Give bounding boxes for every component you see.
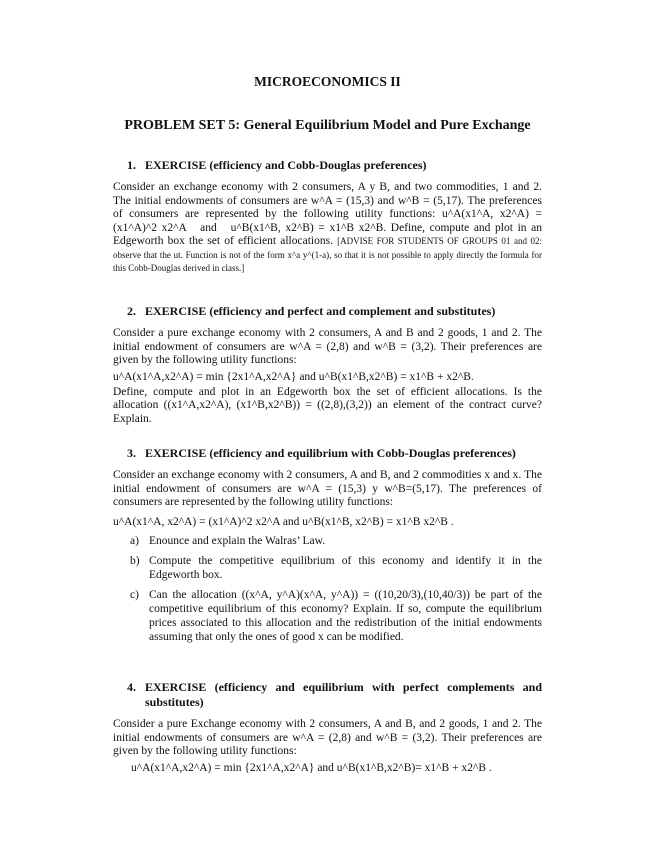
exercise-3-item-c: c) Can the allocation ((x^A, y^A)(x^A, y^A)) = ((10,20/3),(10,40/3)) be part of the competitive equilibrium of this economy? Explain. If so, compute the equilibrium prices associated to this allocation and the redistribution of the initial endowments assuming that only the ones of good x can be modified. [130,588,543,643]
exercise-4-heading: 4. EXERCISE (efficiency and equilibrium with perfect complements and substitutes) [127,680,542,709]
exercise-3-utility: u^A(x1^A, x2^A) = (x1^A)^2 x2^A and u^B(x1^B, x2^B) = x1^B x2^B . [113,515,454,528]
ex1-and: and [200,221,217,234]
ex1-utility-a: u^A(x1^A, x2^A) = (x1^A)^2 x2^A [113,208,543,234]
exercise-4-utility: u^A(x1^A,x2^A) = min {2x1^A,x2^A} and u^B(x1^B,x2^B)= x1^B + x2^B . [131,761,492,774]
exercise-4-intro: Consider a pure Exchange economy with 2 consumers, A and B, and 2 goods, 1 and 2. The initial endowments of consumers are w^A = (2,8) and w^B = (3,2). Their preferences are given by the following utility functions: [113,718,542,757]
exercise-4 [113,680,542,777]
exercise-2-intro: Consider a pure exchange economy with 2 consumers, A and B and 2 goods, 1 and 2. The initial endowment of consumers are w^A = (2,8) and w^B = (3,2). Their preferences are given by the following utility functions: [113,327,542,366]
ex1-advise-note: [ADVISE FOR STUDENTS OF GROUPS 01 and 02: observe that the ut. Function is not of the form x^a y^(1-a), so that it is not possible to apply directly the formula for this Cobb-Douglas derived in class.] [113,236,543,273]
allocation-formula: ((x^A, y^A)(x^A, y^A)) = ((10,20/3),(10,40/3)) [241,588,470,601]
exercise-2-question: Define, compute and plot in an Edgeworth box the set of efficient allocations. Is the allocation ((x1^A,x2^A), (x1^B,x2^B)) = ((2,8),(3,2)) an element of the contract curve? Explain. [113,385,542,425]
exercise-1-heading: 1. EXERCISE (efficiency and Cobb-Douglas preferences) [127,158,427,172]
exercise-1 [113,158,542,276]
ex1-intro: Consider an exchange economy with 2 consumers, A y B, and two commodities, 1 and 2. The initial endowments of consumers are w^A = (15,3) and w^B = (5,17). The preferences of consumers are represented by the following utility functions: [113,181,542,220]
problem-set-title: PROBLEM SET 5: General Equilibrium Model and Pure Exchange [124,118,531,133]
course-title: MICROECONOMICS II [254,74,401,89]
exercise-2-heading: 2. EXERCISE (efficiency and perfect and complement and substitutes) [127,304,496,318]
exercise-3-item-a: a) Enounce and explain the Walras’ Law. [130,534,326,547]
exercise-3-item-b: b) Compute the competitive equilibrium of this economy and identify it in the Edgeworth box. [130,554,542,581]
exercise-3-items [113,534,542,644]
exercise-3-heading: 3. EXERCISE (efficiency and equilibrium with Cobb-Douglas preferences) [127,446,516,460]
exercise-1-text [113,181,542,276]
exercise-2 [113,304,542,426]
exercise-2-utility: u^A(x1^A,x2^A) = min {2x1^A,x2^A} and u^B(x1^B,x2^B) = x1^B + x2^B. [113,370,474,383]
exercise-3-intro: Consider an exchange economy with 2 consumers, A and B, and 2 commodities x and x. The initial endowment of consumers are w^A = (15,3) y w^B=(5,17). The preferences of consumers are represented by the following utility functions: [113,469,542,508]
ex1-task: . Define, compute and plot in an Edgeworth box the set of efficient allocations. [113,221,543,247]
ex1-utility-b: u^B(x1^B, x2^B) = x1^B x2^B [230,221,384,234]
exercise-3 [113,446,542,650]
